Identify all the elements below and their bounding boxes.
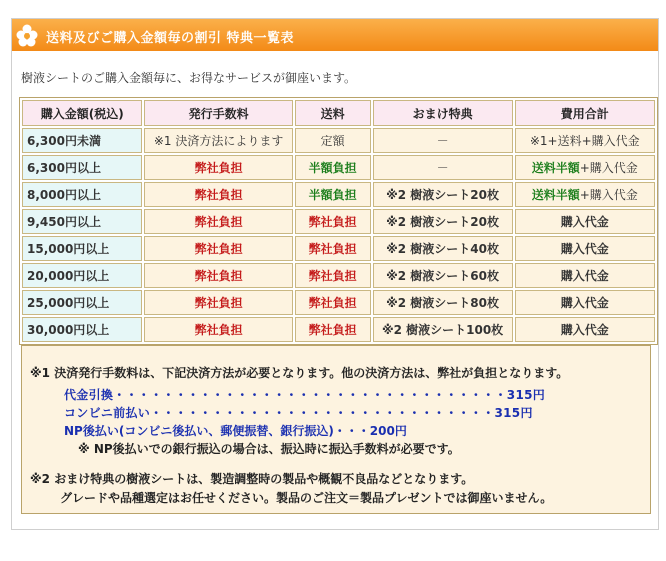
total-highlight: 送料半額 <box>531 161 580 175</box>
bonus-cell: － <box>373 128 513 153</box>
total-highlight: 送料半額 <box>531 188 580 202</box>
total-cell: 購入代金 <box>515 263 655 288</box>
amount-cell: 6,300円未満 <box>22 128 142 153</box>
note-2: ※2 おまけ特典の樹液シートは、製造調整時の製品や概観不良品などとなります。 <box>30 472 474 486</box>
amount-cell: 30,000円以上 <box>22 317 142 342</box>
table-row <box>22 290 655 315</box>
fee-cell: 弊社負担 <box>144 182 292 207</box>
np-note: ※ NP後払いでの銀行振込の場合は、振込時に振込手数料が必要です。 <box>78 442 460 456</box>
table-row <box>22 209 655 234</box>
fee-cell: 弊社負担 <box>144 263 292 288</box>
total-text: +購入代金 <box>579 161 638 175</box>
table-row <box>22 155 655 180</box>
shipping-cell: 弊社負担 <box>295 290 371 315</box>
table-row <box>22 263 655 288</box>
bonus-cell: ※2 樹液シート20枚 <box>373 209 513 234</box>
total-cell <box>515 182 655 207</box>
intro-text: 樹液シートのご購入金額毎に、お得なサービスが御座います。 <box>21 71 357 85</box>
flower-icon <box>15 23 39 47</box>
total-cell: 購入代金 <box>515 209 655 234</box>
amount-cell: 15,000円以上 <box>22 236 142 261</box>
shipping-cell: 弊社負担 <box>295 236 371 261</box>
total-text: +購入代金 <box>579 188 638 202</box>
notes-box <box>21 345 651 514</box>
np-fee-line: NP後払い(コンビニ後払い、郵便振替、銀行振込)・・・200円 <box>64 424 407 438</box>
price-table <box>19 97 658 345</box>
page-title: 送料及びご購入金額毎の割引 特典一覧表 <box>46 31 295 46</box>
bonus-cell: － <box>373 155 513 180</box>
bonus-cell: ※2 樹液シート20枚 <box>373 182 513 207</box>
amount-cell: 25,000円以上 <box>22 290 142 315</box>
table-row <box>22 236 655 261</box>
amount-cell: 9,450円以上 <box>22 209 142 234</box>
table-header-row <box>22 100 655 126</box>
shipping-cell: 弊社負担 <box>295 317 371 342</box>
content-frame <box>11 18 659 530</box>
note-2-detail: グレードや品種選定はお任せください。製品のご注文＝製品プレゼントでは御座いません。 <box>60 491 553 505</box>
fee-cell: 弊社負担 <box>144 317 292 342</box>
shipping-cell: 半額負担 <box>295 155 371 180</box>
total-cell <box>515 155 655 180</box>
total-cell: 購入代金 <box>515 236 655 261</box>
column-header: 費用合計 <box>515 100 655 126</box>
fee-cell: 弊社負担 <box>144 209 292 234</box>
total-cell <box>515 128 655 153</box>
amount-cell: 20,000円以上 <box>22 263 142 288</box>
bonus-cell: ※2 樹液シート60枚 <box>373 263 513 288</box>
column-header: 送料 <box>295 100 371 126</box>
shipping-cell: 半額負担 <box>295 182 371 207</box>
total-cell: 購入代金 <box>515 317 655 342</box>
table-row <box>22 182 655 207</box>
shipping-cell: 弊社負担 <box>295 263 371 288</box>
conv-fee-line: コンビニ前払い・・・・・・・・・・・・・・・・・・・・・・・・・・・・315円 <box>64 406 533 420</box>
column-header: 発行手数料 <box>144 100 292 126</box>
fee-cell: 弊社負担 <box>144 290 292 315</box>
column-header: おまけ特典 <box>373 100 513 126</box>
total-cell: 購入代金 <box>515 290 655 315</box>
table-row <box>22 317 655 342</box>
table-row <box>22 128 655 153</box>
amount-cell: 8,000円以上 <box>22 182 142 207</box>
shipping-cell: 弊社負担 <box>295 209 371 234</box>
amount-cell: 6,300円以上 <box>22 155 142 180</box>
total-text: ※1+送料+購入代金 <box>529 134 640 148</box>
bonus-cell: ※2 樹液シート40枚 <box>373 236 513 261</box>
bonus-cell: ※2 樹液シート80枚 <box>373 290 513 315</box>
cod-fee-line: 代金引換・・・・・・・・・・・・・・・・・・・・・・・・・・・・・・・・315円 <box>64 388 546 402</box>
note-1: ※1 決済発行手数料は、下記決済方法が必要となります。他の決済方法は、弊社が負担となります。 <box>30 366 569 380</box>
shipping-cell: 定額 <box>295 128 371 153</box>
fee-cell: 弊社負担 <box>144 236 292 261</box>
page-header <box>12 19 658 51</box>
bonus-cell: ※2 樹液シート100枚 <box>373 317 513 342</box>
column-header: 購入金額(税込) <box>22 100 142 126</box>
fee-cell: 弊社負担 <box>144 155 292 180</box>
fee-cell: ※1 決済方法によります <box>144 128 292 153</box>
